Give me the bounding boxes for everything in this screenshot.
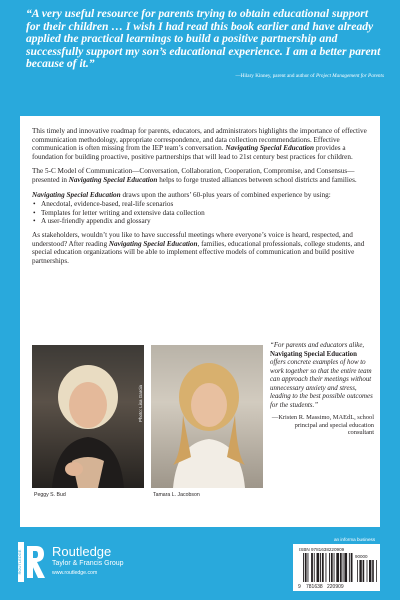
list-item: • Anecdotal, evidence-based, real-life scenarios: [32, 200, 368, 209]
paragraph-2: The 5-C Model of Communication—Conversation, Collaboration, Cooperation, Compromise, and Consensus—presented in Navigating Special Education helps to forge trusted alliances between school districts and families.: [32, 167, 357, 184]
author-photo-tamara: [151, 345, 263, 488]
barcode-box: [293, 544, 380, 591]
endorsement-attribution: —Hilary Kinney, parent and author of Project Management for Parents: [235, 72, 384, 79]
photo-caption-tamara: Tamara L. Jacobson: [153, 492, 200, 498]
informa-tagline: an informa business: [334, 537, 376, 542]
publisher-name: Routledge: [52, 544, 112, 559]
photo-credit: Photo: Lisa Garcia: [138, 385, 143, 423]
paragraph-4: As stakeholders, wouldn’t you like to have successful meetings where everyone’s voice is heard, respected, and understood? After reading Navigating Special Education, families, educational professionals, college students, and special education organizations will be able to implement effective models of communication and build positive partnerships.: [32, 230, 365, 265]
list-item: • Templates for letter writing and extensive data collection: [32, 209, 368, 218]
photo-caption-peggy: Peggy S. Bud: [34, 492, 66, 498]
paragraph-3: Navigating Special Education draws upon the authors’ 60-plus years of combined experience by using:: [32, 190, 331, 199]
endorsement-quote: [26, 8, 384, 80]
side-endorsement: [270, 342, 374, 437]
barcode-icon: [297, 553, 377, 589]
publisher-url[interactable]: www.routledge.com: [52, 570, 98, 576]
publisher-logo[interactable]: [18, 542, 178, 582]
routledge-r-icon: [18, 542, 46, 582]
side-endorsement-text: “For parents and educators alike, Navigating Special Education offers concrete examples of how to work together so that the entire team can approach their meetings without unnecessary anxiety and stress, leading to the best possible outcomes for the students.”: [270, 342, 373, 409]
feature-list: [32, 200, 368, 226]
barcode-digits-2: 220909: [327, 584, 344, 590]
isbn-text: ISBN 9781638220909: [299, 547, 345, 552]
description-panel: [20, 116, 380, 527]
publisher-group: Taylor & Francis Group: [52, 560, 124, 567]
barcode-price-code: 90000: [355, 554, 368, 559]
side-endorsement-attribution: —Kristen R. Massimo, MAEdL, school principal and special education consultant: [271, 414, 374, 437]
endorsement-quote-text: “A very useful resource for parents trying to obtain educational support for their children … I wish I had read this book earlier and have already applied the practical learnings to build a positive partnership and successfully support my son’s educational experience. I am a better parent because of it.”: [26, 7, 381, 71]
paragraph-1: This timely and innovative roadmap for parents, educators, and administrators highlights the importance of effective communication methodology, appropriate correspondence, and data collection recommendations. Effective communication is often missing from the IEP team’s conversation. Navigating Special Education provides a foundation for building proactive, positive partnerships that will lead to 21st century best practices for children.: [32, 127, 367, 161]
author-photo-peggy: [32, 345, 144, 488]
portrait-tamara: [151, 345, 263, 488]
barcode-digit-first: 9: [298, 584, 301, 590]
publisher-side-mark: ROUTLEDGE: [17, 549, 22, 575]
barcode-digits-1: 781638: [306, 584, 323, 590]
portrait-peggy: [32, 345, 144, 488]
description-text: [32, 127, 368, 271]
list-item: • A user-friendly appendix and glossary: [32, 217, 368, 226]
